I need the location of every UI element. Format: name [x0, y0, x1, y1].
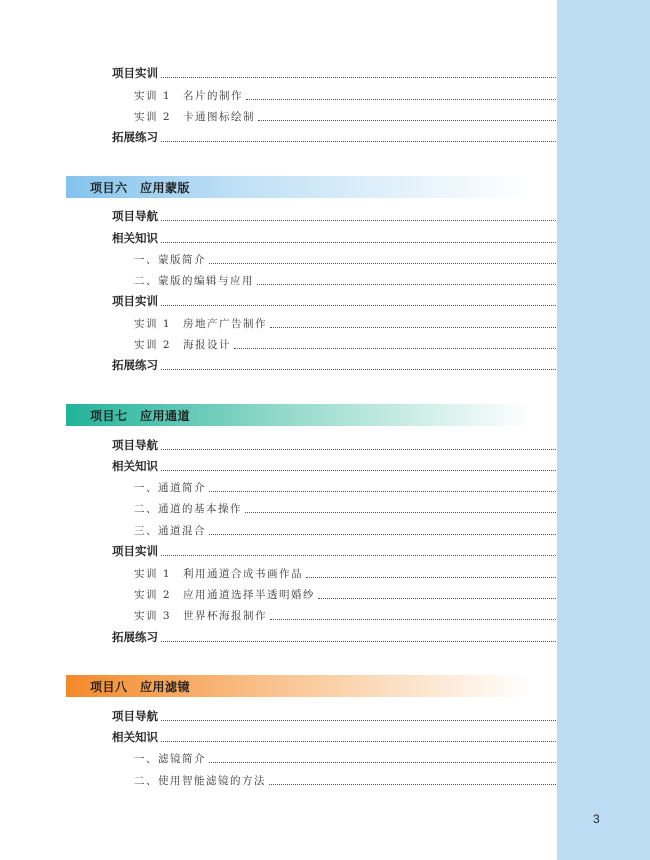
toc-entry[interactable]	[0, 435, 582, 455]
toc-entry[interactable]	[0, 228, 582, 248]
leader-dots	[161, 77, 558, 78]
leader-dots	[161, 555, 558, 556]
toc-entry-label: 实训 2 应用通道选择半透明婚纱	[134, 588, 316, 601]
chapter-banner-6[interactable]	[66, 176, 556, 198]
toc-entry-label: 一、滤镜简介	[134, 752, 206, 765]
leader-dots	[161, 641, 558, 642]
leader-dots	[209, 762, 558, 763]
toc-entry[interactable]	[0, 63, 582, 83]
toc-entry[interactable]	[0, 584, 582, 604]
leader-dots	[161, 141, 558, 142]
leader-dots	[270, 619, 558, 620]
toc-entry-label: 拓展练习	[112, 130, 158, 144]
toc-entry-label: 项目实训	[112, 544, 158, 558]
leader-dots	[209, 263, 558, 264]
toc-entry[interactable]	[0, 355, 582, 375]
leader-dots	[161, 369, 558, 370]
toc-entry-label: 实训 1 利用通道合成书画作品	[134, 567, 304, 580]
chapter-title: 项目六 应用蒙版	[90, 180, 191, 195]
leader-dots	[161, 449, 558, 450]
toc-entry[interactable]	[0, 706, 582, 726]
toc-entry[interactable]	[0, 477, 582, 497]
leader-dots	[161, 305, 558, 306]
toc-entry[interactable]	[0, 727, 582, 747]
leader-dots	[234, 348, 558, 349]
toc-entry-label: 三、通道混合	[134, 524, 206, 537]
toc-entry[interactable]	[0, 748, 582, 768]
toc-entry-label: 项目导航	[112, 709, 158, 723]
toc-entry[interactable]	[0, 498, 582, 518]
toc-entry-label: 拓展练习	[112, 358, 158, 372]
toc-entry-label: 实训 1 名片的制作	[134, 89, 244, 102]
right-sidebar-band	[557, 0, 650, 860]
toc-entry-label: 相关知识	[112, 459, 158, 473]
toc-entry-label: 一、通道简介	[134, 481, 206, 494]
toc-entry-label: 项目实训	[112, 66, 158, 80]
toc-entry-label: 一、蒙版简介	[134, 253, 206, 266]
toc-entry[interactable]	[0, 127, 582, 147]
toc-entry-label: 相关知识	[112, 730, 158, 744]
toc-entry[interactable]	[0, 456, 582, 476]
leader-dots	[245, 512, 558, 513]
toc-entry-label: 拓展练习	[112, 630, 158, 644]
toc-entry-label: 项目导航	[112, 438, 158, 452]
toc-entry-label: 实训 2 海报设计	[134, 338, 232, 351]
leader-dots	[161, 720, 558, 721]
leader-dots	[246, 99, 558, 100]
leader-dots	[306, 577, 558, 578]
leader-dots	[209, 534, 558, 535]
leader-dots	[161, 220, 558, 221]
toc-entry[interactable]	[0, 520, 582, 540]
chapter-banner-8[interactable]	[66, 675, 556, 697]
leader-dots	[257, 284, 558, 285]
toc-entry[interactable]	[0, 85, 582, 105]
chapter-title: 项目八 应用滤镜	[90, 679, 191, 694]
leader-dots	[161, 470, 558, 471]
toc-entry-label: 相关知识	[112, 231, 158, 245]
page-number: 3	[593, 812, 600, 826]
toc-entry[interactable]	[0, 291, 582, 311]
toc-entry[interactable]	[0, 313, 582, 333]
toc-entry[interactable]	[0, 627, 582, 647]
toc-entry[interactable]	[0, 334, 582, 354]
toc-entry[interactable]	[0, 270, 582, 290]
leader-dots	[270, 327, 558, 328]
leader-dots	[161, 741, 558, 742]
toc-entry-label: 项目实训	[112, 294, 158, 308]
toc-entry[interactable]	[0, 605, 582, 625]
toc-entry-label: 二、蒙版的编辑与应用	[134, 274, 254, 287]
toc-entry-label: 项目导航	[112, 209, 158, 223]
leader-dots	[258, 120, 558, 121]
toc-entry-label: 二、通道的基本操作	[134, 502, 242, 515]
toc-entry-label: 二、使用智能滤镜的方法	[134, 774, 266, 787]
toc-entry-label: 实训 2 卡通图标绘制	[134, 110, 256, 123]
toc-entry[interactable]	[0, 106, 582, 126]
toc-entry-label: 实训 1 房地产广告制作	[134, 317, 268, 330]
toc-entry[interactable]	[0, 249, 582, 269]
chapter-banner-7[interactable]	[66, 404, 556, 426]
leader-dots	[318, 598, 558, 599]
chapter-title: 项目七 应用通道	[90, 408, 191, 423]
leader-dots	[161, 242, 558, 243]
toc-entry[interactable]	[0, 563, 582, 583]
leader-dots	[269, 784, 558, 785]
leader-dots	[209, 491, 558, 492]
toc-entry[interactable]	[0, 206, 582, 226]
toc-entry[interactable]	[0, 770, 582, 790]
toc-entry[interactable]	[0, 541, 582, 561]
toc-entry-label: 实训 3 世界杯海报制作	[134, 609, 268, 622]
